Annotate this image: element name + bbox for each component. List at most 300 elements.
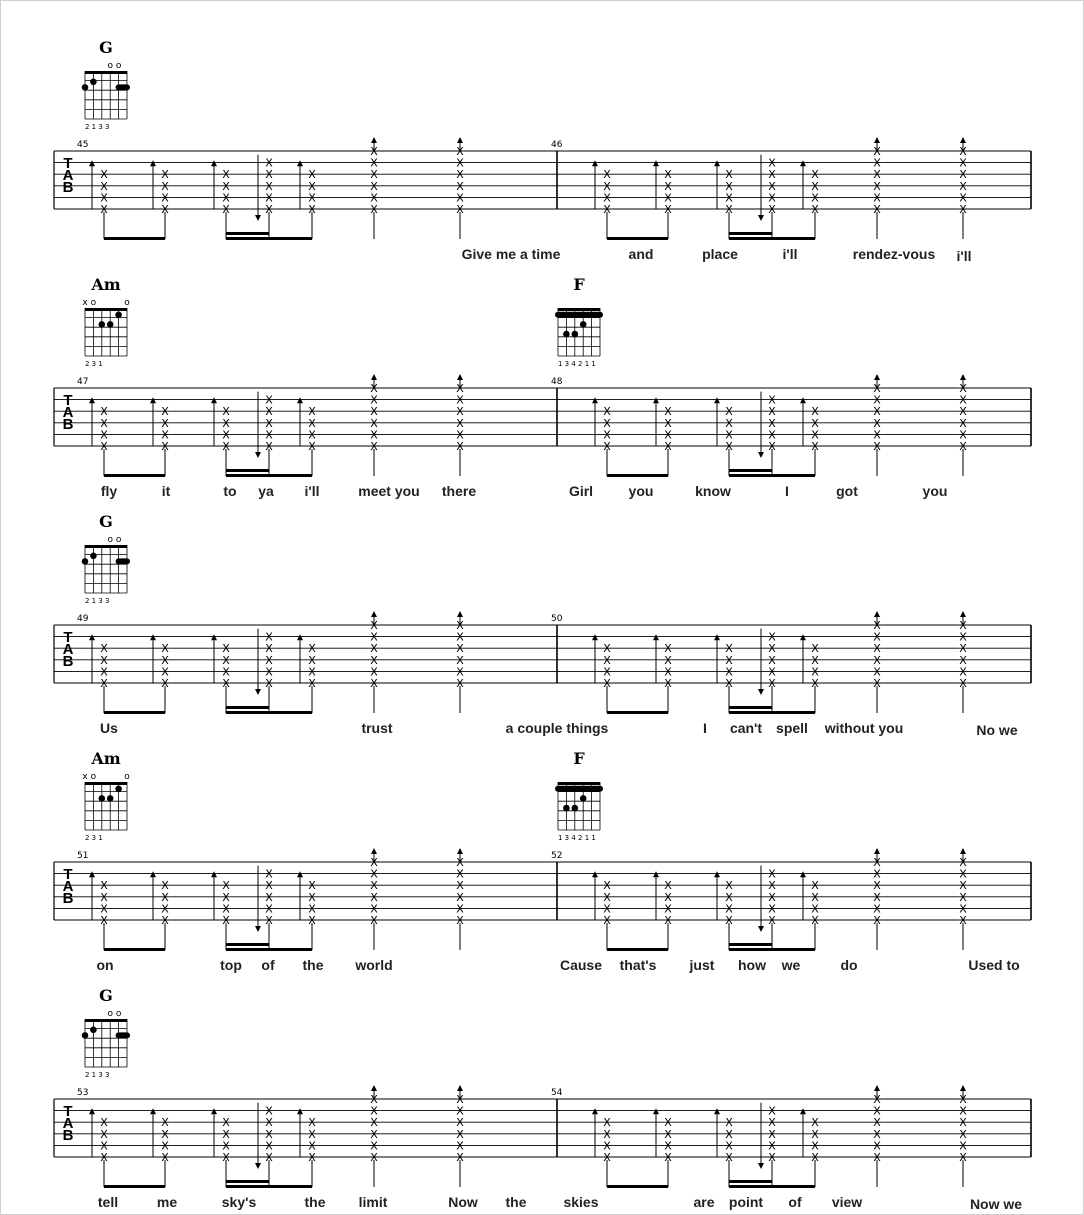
dead-note-x: X [603,1139,611,1153]
note-beam [226,1185,312,1188]
strum-up-arrow [150,871,156,877]
dead-note-x: X [811,1116,819,1130]
lyric-word: world [355,957,393,973]
strum-up-arrow [211,634,217,640]
dead-note-x: X [370,902,378,916]
dead-note-x: X [959,416,967,430]
dead-note-x: X [873,1139,881,1153]
strum-down-arrow [255,1163,261,1169]
dead-note-x: X [811,168,819,182]
dead-note-x: X [603,653,611,667]
dead-note-x: X [161,677,169,690]
dead-note-x: X [222,428,230,442]
dead-note-x: X [811,653,819,667]
nut [558,782,600,785]
dead-note-x: X [370,156,378,170]
dead-note-x: X [100,902,108,916]
dead-note-x: X [603,440,611,453]
finger-dot [563,331,570,338]
dead-note-x: X [100,1139,108,1153]
strum-up-arrow [874,1085,880,1091]
dead-note-x: X [265,428,273,442]
strum-down-arrow [758,689,764,695]
dead-note-x: X [456,1151,464,1164]
dead-note-x: X [725,1139,733,1153]
lyric-word: sky's [221,1194,257,1210]
dead-note-x: X [959,405,967,419]
dead-note-x: X [603,1127,611,1141]
strum-up-arrow [89,160,95,166]
tab-clef-letter: T [63,1103,73,1120]
dead-note-x: X [768,191,776,205]
note-beam [104,1185,165,1188]
strum-up-arrow [874,848,880,854]
dead-note-x: X [664,890,672,904]
strum-down-arrow [255,689,261,695]
dead-note-x: X [161,879,169,893]
strum-up-arrow [150,397,156,403]
dead-note-x: X [768,1127,776,1141]
dead-note-x: X [768,867,776,881]
lyric-word: I [703,720,707,736]
dead-note-x: X [603,428,611,442]
dead-note-x: X [100,168,108,182]
dead-note-x: X [161,653,169,667]
dead-note-x: X [161,1139,169,1153]
nut [85,782,127,785]
dead-note-x: X [959,630,967,644]
dead-note-x: X [811,405,819,419]
dead-note-x: X [100,1127,108,1141]
dead-note-x: X [100,416,108,430]
strum-up-arrow [800,1108,806,1114]
dead-note-x: X [222,1139,230,1153]
dead-note-x: X [603,677,611,690]
strum-up-arrow [960,1085,966,1091]
dead-note-x: X [222,1151,230,1164]
dead-note-x: X [603,1151,611,1164]
dead-note-x: X [603,405,611,419]
note-beam [104,237,165,240]
tab-system [54,611,1031,738]
dead-note-x: X [222,191,230,205]
dead-note-x: X [265,665,273,679]
strum-up-arrow [960,848,966,854]
measure-number: 52 [551,851,563,861]
nut [85,71,127,74]
strum-down-arrow [758,1163,764,1169]
note-beam [729,948,815,951]
lyric-word: know [695,483,731,499]
dead-note-x: X [725,642,733,656]
dead-note-x: X [873,630,881,644]
dead-note-x: X [873,867,881,881]
lyric-word: Now we [969,1196,1023,1212]
dead-note-x: X [725,416,733,430]
dead-note-x: X [370,1127,378,1141]
dead-note-x: X [161,1116,169,1130]
dead-note-x: X [456,902,464,916]
dead-note-x: X [959,665,967,679]
dead-note-x: X [100,428,108,442]
dead-note-x: X [161,902,169,916]
measure-number: 53 [77,1088,89,1098]
string-top-mark: o [107,1009,113,1019]
dead-note-x: X [265,393,273,407]
strum-up-arrow [874,374,880,380]
strum-up-arrow [371,848,377,854]
note-beam [607,237,668,240]
lyric-word: skies [563,1194,599,1210]
measure-number: 51 [77,851,89,861]
string-top-mark: o [115,1009,122,1019]
dead-note-x: X [768,168,776,182]
lyric-word: meet you [358,483,420,499]
dead-note-x: X [222,677,230,690]
finger-dot [115,312,122,319]
strum-up-arrow [592,634,598,640]
lyric-word: on [96,957,114,973]
tab-sheet [1,1,1083,1214]
dead-note-x: X [265,440,273,453]
lyric-word: me [156,1194,178,1210]
dead-note-x: X [265,1139,273,1153]
dead-note-x: X [161,1127,169,1141]
lyric-word: you [922,483,948,499]
dead-note-x: X [959,191,967,205]
dead-note-x: X [456,914,464,927]
string-top-mark: o [115,535,122,545]
dead-note-x: X [873,405,881,419]
lyric-word: the [304,1194,326,1210]
dead-note-x: X [811,642,819,656]
tab-clef-letter: A [62,878,74,895]
dead-note-x: X [959,914,967,927]
dead-note-x: X [664,440,672,453]
dead-note-x: X [603,168,611,182]
dead-note-x: X [664,1116,672,1130]
dead-note-x: X [768,653,776,667]
dead-note-x: X [100,203,108,216]
note-beam-16th [729,469,772,472]
finger-barre [116,84,130,90]
dead-note-x: X [725,653,733,667]
note-beam [607,948,668,951]
note-beam [104,474,165,477]
dead-note-x: X [603,642,611,656]
dead-note-x: X [959,145,967,158]
strum-down-arrow [255,215,261,221]
string-top-mark: o [107,61,113,71]
strum-up-arrow [714,397,720,403]
tab-clef-letter: B [62,1127,74,1144]
dead-note-x: X [768,879,776,893]
dead-note-x: X [265,203,273,216]
note-beam-16th [729,232,772,235]
dead-note-x: X [370,1116,378,1130]
dead-note-x: X [873,428,881,442]
note-beam-16th [729,706,772,709]
strum-up-arrow [960,374,966,380]
note-beam [226,474,312,477]
lyric-word: you [628,483,654,499]
dead-note-x: X [873,856,881,869]
strum-down-arrow [758,452,764,458]
lyric-word: of [261,957,275,973]
dead-note-x: X [768,665,776,679]
chord-diagram-g [82,38,130,131]
string-top-mark: x [82,298,88,308]
dead-note-x: X [811,1139,819,1153]
string-top-mark: o [107,535,113,545]
strum-down-arrow [758,215,764,221]
dead-note-x: X [161,405,169,419]
dead-note-x: X [370,405,378,419]
dead-note-x: X [725,179,733,193]
dead-note-x: X [456,1093,464,1106]
dead-note-x: X [768,416,776,430]
dead-note-x: X [370,1093,378,1106]
strum-up-arrow [89,1108,95,1114]
dead-note-x: X [100,440,108,453]
dead-note-x: X [161,416,169,430]
dead-note-x: X [959,677,967,690]
lyric-word: just [689,957,715,973]
dead-note-x: X [222,416,230,430]
dead-note-x: X [265,677,273,690]
strum-up-arrow [592,1108,598,1114]
dead-note-x: X [768,179,776,193]
dead-note-x: X [768,156,776,170]
dead-note-x: X [370,665,378,679]
chord-name: F [573,275,585,294]
dead-note-x: X [456,619,464,632]
dead-note-x: X [959,382,967,395]
dead-note-x: X [456,393,464,407]
dead-note-x: X [959,1093,967,1106]
dead-note-x: X [222,440,230,453]
dead-note-x: X [959,168,967,182]
dead-note-x: X [725,879,733,893]
dead-note-x: X [161,428,169,442]
strum-up-arrow [150,1108,156,1114]
dead-note-x: X [265,902,273,916]
dead-note-x: X [811,203,819,216]
dead-note-x: X [456,203,464,216]
dead-note-x: X [603,191,611,205]
dead-note-x: X [456,856,464,869]
finger-dot [90,1027,97,1034]
lyric-word: without you [824,720,904,736]
dead-note-x: X [100,179,108,193]
dead-note-x: X [664,179,672,193]
dead-note-x: X [603,416,611,430]
note-beam [729,711,815,714]
strum-up-arrow [653,397,659,403]
dead-note-x: X [456,428,464,442]
dead-note-x: X [308,191,316,205]
dead-note-x: X [768,890,776,904]
dead-note-x: X [456,890,464,904]
dead-note-x: X [959,156,967,170]
dead-note-x: X [100,405,108,419]
finger-numbers: 2 3 1 [85,360,103,368]
finger-dot [563,805,570,812]
strum-up-arrow [714,634,720,640]
dead-note-x: X [370,879,378,893]
dead-note-x: X [456,665,464,679]
tab-clef-letter: T [63,392,73,409]
measure-number: 48 [551,377,563,387]
strum-up-arrow [297,871,303,877]
dead-note-x: X [873,653,881,667]
finger-dot [572,331,579,338]
dead-note-x: X [456,879,464,893]
strum-up-arrow [592,397,598,403]
strum-up-arrow [89,871,95,877]
lyric-word: Used to [968,957,1020,973]
strum-up-arrow [457,137,463,143]
dead-note-x: X [370,630,378,644]
dead-note-x: X [725,440,733,453]
finger-barre [555,312,603,318]
tab-clef-letter: B [62,890,74,907]
string-top-mark: o [90,772,97,782]
dead-note-x: X [100,890,108,904]
dead-note-x: X [308,416,316,430]
strum-up-arrow [874,611,880,617]
dead-note-x: X [725,677,733,690]
tab-clef-letter: B [62,179,74,196]
lyric-word: do [840,957,858,973]
dead-note-x: X [308,428,316,442]
note-beam [607,1185,668,1188]
dead-note-x: X [370,145,378,158]
dead-note-x: X [161,191,169,205]
strum-up-arrow [371,611,377,617]
finger-dot [90,79,97,86]
chord-name: Am [91,749,121,768]
dead-note-x: X [873,902,881,916]
dead-note-x: X [873,890,881,904]
lyric-word: place [702,246,738,262]
lyric-word: No we [976,722,1018,738]
chord-diagram-g [82,986,130,1079]
dead-note-x: X [456,677,464,690]
dead-note-x: X [725,914,733,927]
dead-note-x: X [664,1139,672,1153]
dead-note-x: X [456,1139,464,1153]
finger-dot [115,786,122,793]
dead-note-x: X [222,653,230,667]
note-beam-16th [226,1180,269,1183]
finger-dot [572,805,579,812]
finger-dot [90,553,97,560]
dead-note-x: X [811,914,819,927]
dead-note-x: X [456,630,464,644]
dead-note-x: X [265,1127,273,1141]
dead-note-x: X [456,867,464,881]
dead-note-x: X [308,1151,316,1164]
lyric-word: Us [100,720,118,736]
dead-note-x: X [664,405,672,419]
dead-note-x: X [959,393,967,407]
dead-note-x: X [370,677,378,690]
dead-note-x: X [664,879,672,893]
dead-note-x: X [603,879,611,893]
note-beam [226,948,312,951]
dead-note-x: X [768,630,776,644]
measure-number: 54 [551,1088,563,1098]
dead-note-x: X [811,416,819,430]
dead-note-x: X [370,203,378,216]
dead-note-x: X [265,1104,273,1118]
dead-note-x: X [664,677,672,690]
dead-note-x: X [222,1127,230,1141]
dead-note-x: X [265,405,273,419]
lyric-word: how [738,957,766,973]
dead-note-x: X [222,914,230,927]
lyric-word: Now [448,1194,478,1210]
dead-note-x: X [308,1127,316,1141]
lyric-word: spell [776,720,808,736]
dead-note-x: X [370,191,378,205]
nut [85,545,127,548]
dead-note-x: X [873,1116,881,1130]
dead-note-x: X [873,156,881,170]
dead-note-x: X [265,630,273,644]
dead-note-x: X [161,179,169,193]
dead-note-x: X [308,1116,316,1130]
dead-note-x: X [664,1127,672,1141]
strum-up-arrow [592,871,598,877]
dead-note-x: X [308,914,316,927]
lyric-word: fly [100,483,118,499]
strum-up-arrow [653,1108,659,1114]
dead-note-x: X [768,393,776,407]
finger-dot [99,795,106,802]
dead-note-x: X [768,1116,776,1130]
strum-up-arrow [89,397,95,403]
dead-note-x: X [811,191,819,205]
dead-note-x: X [811,665,819,679]
tab-clef-letter: A [62,404,74,421]
strum-up-arrow [653,871,659,877]
dead-note-x: X [370,393,378,407]
strum-up-arrow [211,397,217,403]
dead-note-x: X [959,179,967,193]
dead-note-x: X [664,428,672,442]
note-beam-16th [729,1180,772,1183]
dead-note-x: X [873,416,881,430]
dead-note-x: X [725,405,733,419]
dead-note-x: X [873,145,881,158]
finger-dot [82,558,89,565]
dead-note-x: X [161,203,169,216]
dead-note-x: X [308,642,316,656]
dead-note-x: X [370,914,378,927]
dead-note-x: X [265,890,273,904]
dead-note-x: X [265,879,273,893]
tab-clef-letter: A [62,1115,74,1132]
lyric-word: I [785,483,789,499]
dead-note-x: X [873,191,881,205]
dead-note-x: X [161,168,169,182]
finger-dot [580,795,587,802]
dead-note-x: X [456,642,464,656]
dead-note-x: X [873,168,881,182]
dead-note-x: X [603,890,611,904]
